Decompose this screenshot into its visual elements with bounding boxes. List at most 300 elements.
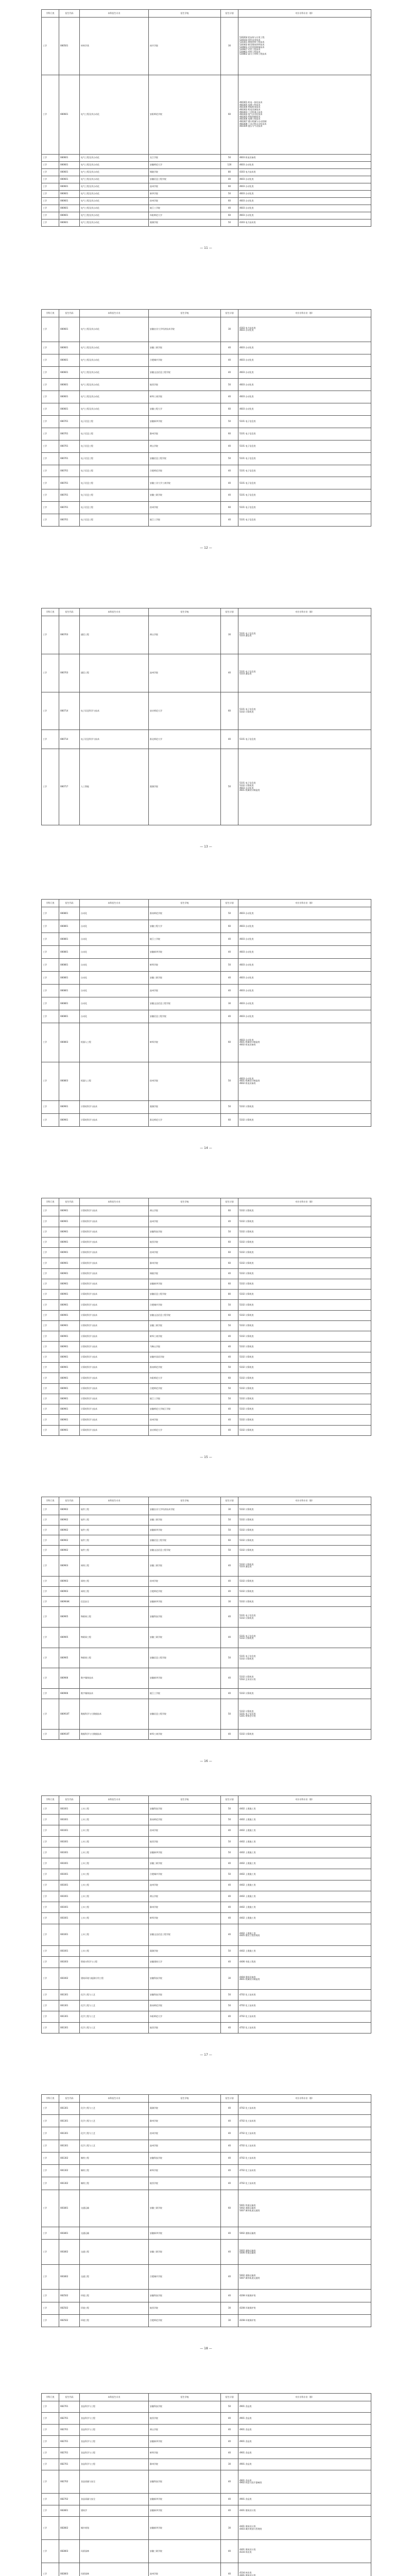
column-header: 招生代码	[59, 2095, 80, 2103]
table-cell: 080904K	[59, 1597, 80, 1607]
table-cell: 081001	[59, 1858, 80, 1869]
table-cell: 4603 自动化类	[238, 920, 371, 933]
table-cell: 安徽三联学院	[149, 972, 221, 985]
table-cell: 工学	[42, 1699, 59, 1729]
table-cell: 工学	[42, 2302, 59, 2314]
table-cell: 80	[221, 1290, 238, 1300]
table-cell: 4404 建筑设备类 4601 机械设计制造类	[238, 1968, 371, 1989]
table-cell: 080701	[59, 428, 80, 440]
table-row	[42, 155, 371, 162]
table-cell: 60	[221, 2190, 238, 2227]
table-row	[42, 1010, 371, 1023]
table-cell: 皖西学院	[149, 2177, 221, 2190]
table-cell: 080601	[59, 155, 80, 162]
table-cell: 计算机科学与技术	[80, 1394, 149, 1404]
table-row	[42, 198, 371, 205]
table-header-row	[42, 608, 371, 616]
table-cell: 工学	[42, 2505, 59, 2516]
table-row	[42, 1597, 371, 1607]
table-cell: 工学	[42, 1989, 59, 2000]
table-cell: 工学	[42, 1383, 59, 1394]
table-cell: 计算机科学与技术	[80, 1290, 149, 1300]
table-row	[42, 2413, 371, 2424]
table-cell: 080717	[59, 749, 80, 825]
table-cell: 交通运输	[80, 2227, 149, 2240]
table-cell: 工学	[42, 1362, 59, 1372]
table-cell: 软件工程	[80, 1535, 149, 1546]
table-cell: 080701	[59, 465, 80, 477]
table-cell: 60	[221, 920, 238, 933]
table-cell: 工学	[42, 183, 59, 191]
document-page	[0, 608, 412, 849]
table-cell: 080901	[59, 1320, 80, 1331]
table-row	[42, 1279, 371, 1289]
table-cell: 皖江工学院	[149, 514, 221, 527]
table-cell: 通信工程	[80, 616, 149, 654]
table-cell: 宿州学院	[149, 1415, 221, 1425]
table-cell: 工学	[42, 1062, 59, 1100]
table-cell: 计算机科学与技术	[80, 1258, 149, 1268]
table-cell: 土木工程	[80, 1924, 149, 1945]
table-row	[42, 2563, 371, 2576]
table-cell: 物联网工程	[80, 1627, 149, 1648]
table-cell: 5101 电子信息类	[238, 416, 371, 428]
table-cell: 食品科学与工程	[80, 2413, 149, 2424]
table-cell: 宿州学院	[149, 198, 221, 205]
table-cell: 蚌埠工商学院	[149, 391, 221, 403]
table-cell: 30	[221, 2302, 238, 2314]
table-cell: 60	[221, 212, 238, 219]
table-cell: 60	[221, 1023, 238, 1062]
table-cell: 安徽三联学院	[149, 1556, 221, 1577]
table-cell: 工学	[42, 1258, 59, 1268]
table-cell: 电气工程及其自动化	[80, 155, 149, 162]
table-cell: 080901	[59, 1342, 80, 1352]
table-row	[42, 2459, 371, 2470]
table-cell: 4208 环境保护类	[238, 2314, 371, 2327]
table-cell: 土木工程	[80, 1902, 149, 1913]
table-cell: 安徽师范大学	[149, 162, 221, 169]
table-cell: 60	[221, 502, 238, 514]
table-cell: 工学	[42, 1648, 59, 1668]
table-cell: 自动化	[80, 907, 149, 920]
table-cell: 长江学院	[149, 155, 221, 162]
table-cell: 化学工程与工艺	[80, 2103, 149, 2115]
table-cell: 安徽新华学院	[149, 1847, 221, 1858]
table-cell: 081801	[59, 2227, 80, 2240]
table-cell: 40	[221, 2264, 238, 2289]
page-number: — 17 —	[200, 2053, 212, 2057]
table-cell: 4603 机电设备类	[238, 155, 371, 162]
table-cell: 4402 土建施工类	[238, 1858, 371, 1869]
table-cell: 080901	[59, 1100, 80, 1113]
table-row	[42, 379, 371, 391]
table-cell: 60	[221, 428, 238, 440]
table-cell: 电气工程及其自动化	[80, 162, 149, 169]
table-cell: 40	[221, 1556, 238, 1577]
table-row	[42, 2227, 371, 2240]
table-cell: 080902	[59, 1515, 80, 1525]
table-cell: 滁州学院	[149, 1258, 221, 1268]
column-header: 对应专科专业（群）	[238, 310, 371, 317]
table-cell: 40	[221, 2290, 238, 2302]
table-cell: 巢湖学院	[149, 219, 221, 227]
table-cell: 4603 自动化类 4601 机械设计制造类 4602 机电设备类	[238, 1062, 371, 1100]
table-cell: 50	[221, 1300, 238, 1310]
table-row	[42, 1515, 371, 1525]
table-row	[42, 477, 371, 489]
table-row	[42, 2103, 371, 2115]
table-header-row	[42, 1796, 371, 1804]
table-cell: 082502	[59, 2290, 80, 2302]
table-cell: 机器人工程	[80, 1023, 149, 1062]
table-cell: 30	[221, 2517, 238, 2540]
table-cell: 工学	[42, 1373, 59, 1383]
table-cell: 30	[221, 1968, 238, 1989]
table-cell: 淮北师范大学	[149, 1113, 221, 1126]
table-row	[42, 654, 371, 692]
table-row	[42, 1648, 371, 1668]
table-cell: 阜阳师范大学	[149, 2011, 221, 2022]
table-row	[42, 616, 371, 654]
table-cell: 40	[221, 2424, 238, 2435]
table-row	[42, 2127, 371, 2140]
table-cell: 自动化	[80, 946, 149, 959]
table-cell: 安徽科技学院	[149, 1607, 221, 1628]
table-row	[42, 2314, 371, 2327]
table-cell: 4603 自动化类	[238, 907, 371, 920]
table-cell: 30	[221, 997, 238, 1010]
table-cell: 工学	[42, 997, 59, 1010]
table-cell: 40	[221, 176, 238, 183]
table-cell: 工学	[42, 1556, 59, 1577]
table-cell: 5102 计算机类	[238, 1404, 371, 1415]
table-cell: 40	[221, 1913, 238, 1924]
table-cell: 40	[221, 2494, 238, 2505]
column-header: 本科招生专业	[80, 608, 149, 616]
table-row	[42, 1248, 371, 1258]
table-cell: 安徽科技学院	[149, 2290, 221, 2302]
table-cell: 080703	[59, 654, 80, 692]
table-cell: 30	[221, 1597, 238, 1607]
table-cell: 安徽农业大学经济技术学院	[149, 317, 221, 342]
column-header: 招生计划	[221, 900, 238, 907]
table-cell: 工学	[42, 502, 59, 514]
table-cell: 滁州学院	[149, 2459, 221, 2470]
table-cell: 巢湖学院	[149, 1100, 221, 1113]
table-cell: 60	[221, 1258, 238, 1268]
table-cell: 计算机科学与技术	[80, 1113, 149, 1126]
table-row	[42, 1546, 371, 1556]
table-cell: 化学工程与工艺	[80, 2127, 149, 2140]
table-cell: 工学	[42, 1869, 59, 1880]
table-row	[42, 1023, 371, 1062]
column-header: 招生计划	[221, 1796, 238, 1804]
table-cell: 40	[221, 1576, 238, 1586]
table-cell: 工学	[42, 1352, 59, 1362]
table-row	[42, 1869, 371, 1880]
table-cell: 50	[221, 155, 238, 162]
column-header: 招生代码	[59, 900, 80, 907]
table-cell: 081301	[59, 2115, 80, 2127]
table-cell: 电子信息科学与技术	[80, 730, 149, 749]
table-cell: 合肥城市学院	[149, 1300, 221, 1310]
table-cell: 5101 电子信息类 5103 通信类	[238, 616, 371, 654]
table-cell: 电气工程及其自动化	[80, 354, 149, 366]
table-cell: 工学	[42, 1279, 59, 1289]
table-cell: 080901	[59, 1206, 80, 1216]
table-cell: 080903	[59, 1576, 80, 1586]
table-cell: 池州学院	[149, 654, 221, 692]
table-cell: 工学	[42, 2011, 59, 2022]
table-cell: 4208 环境保护类	[238, 2302, 371, 2314]
enrollment-table	[41, 1497, 371, 1740]
table-cell: 工学	[42, 1847, 59, 1858]
table-cell: 080601	[59, 342, 80, 354]
table-row	[42, 997, 371, 1010]
table-cell: 5101 电子信息类	[238, 730, 371, 749]
table-cell: 合肥师范学院	[149, 1586, 221, 1597]
table-cell: 080801	[59, 997, 80, 1010]
table-cell: 工学	[42, 1668, 59, 1689]
table-cell: 土木工程	[80, 1804, 149, 1815]
table-cell: 工学	[42, 1342, 59, 1352]
table-cell: 4702 化工技术类	[238, 2152, 371, 2164]
table-cell: 120	[221, 162, 238, 169]
table-cell: 安徽新华学院	[149, 2436, 221, 2447]
table-cell: 5101 电子信息类 5103 通信类	[238, 654, 371, 692]
table-row	[42, 342, 371, 354]
table-cell: 淮南师范学院	[149, 1815, 221, 1825]
table-cell: 阜阳师范大学	[149, 1373, 221, 1383]
table-row	[42, 1352, 371, 1362]
table-cell: 080601	[59, 75, 80, 155]
table-cell: 082802	[59, 2517, 80, 2540]
table-cell: 5102 计算机类	[238, 1258, 371, 1268]
table-cell: 080701	[59, 416, 80, 428]
table-row	[42, 972, 371, 985]
table-row	[42, 502, 371, 514]
table-cell: 081001	[59, 1880, 80, 1891]
table-cell: 50	[221, 1869, 238, 1880]
table-cell: 40	[221, 1924, 238, 1945]
table-cell: 食品科学与工程	[80, 2447, 149, 2459]
table-cell: 网络工程	[80, 1556, 149, 1577]
table-cell: 合肥师范学院	[149, 2314, 221, 2327]
table-cell: 40	[221, 1607, 238, 1628]
table-cell: 合肥城市学院	[149, 2264, 221, 2289]
table-cell: 60	[221, 1248, 238, 1258]
table-row	[42, 1525, 371, 1535]
table-cell: 081802	[59, 2240, 80, 2264]
table-cell: 080801	[59, 933, 80, 946]
column-header: 招生代码	[59, 608, 80, 616]
table-cell: 40	[221, 1730, 238, 1740]
table-cell: 40	[221, 1957, 238, 1968]
table-row	[42, 1891, 371, 1902]
table-cell: 080703	[59, 616, 80, 654]
table-cell: 土木工程	[80, 1913, 149, 1924]
table-cell: 50	[221, 452, 238, 465]
table-cell: 080801	[59, 920, 80, 933]
table-cell: 安徽文达信息工程学院	[149, 997, 221, 1010]
column-header: 招生学校	[149, 1198, 221, 1206]
table-cell: 5102 计算机类	[238, 1300, 371, 1310]
table-row	[42, 1730, 371, 1740]
table-cell: 081301	[59, 2001, 80, 2011]
table-cell: 计算机科学与技术	[80, 1227, 149, 1237]
table-cell: 工学	[42, 403, 59, 416]
table-cell: 40	[221, 946, 238, 959]
table-cell: 4702 化工技术类	[238, 1989, 371, 2000]
column-header: 对应专科专业（群）	[238, 1497, 371, 1505]
table-row	[42, 1258, 371, 1268]
table-row	[42, 1100, 371, 1113]
table-cell: 工学	[42, 1300, 59, 1310]
table-cell: 40	[221, 730, 238, 749]
table-cell: 5101 电子信息类	[238, 489, 371, 502]
table-row	[42, 1310, 371, 1320]
table-cell: 工学	[42, 2165, 59, 2177]
table-cell: 建筑学	[80, 2505, 149, 2516]
table-row	[42, 1300, 371, 1310]
table-cell: 安徽新华学院	[149, 946, 221, 959]
table-cell: 安徽三联学院	[149, 1627, 221, 1648]
table-cell: 080701	[59, 452, 80, 465]
table-cell: 5102 计算机类	[238, 1331, 371, 1342]
column-header: 招生学校	[149, 2394, 221, 2401]
table-cell: 082702	[59, 2494, 80, 2505]
column-header: 学科门类	[42, 310, 59, 317]
table-cell: 080601	[59, 212, 80, 219]
table-cell: 080601	[59, 366, 80, 379]
table-cell: 工学	[42, 1815, 59, 1825]
table-cell: 风景园林	[80, 2563, 149, 2576]
table-cell: 工学	[42, 749, 59, 825]
table-row	[42, 2539, 371, 2563]
table-cell: 5102 计算机类 5101 电子信息类 5301 财务会计类	[238, 1699, 371, 1729]
table-cell: 城乡规划	[80, 2517, 149, 2540]
table-cell: 082803	[59, 2539, 80, 2563]
table-row	[42, 465, 371, 477]
table-cell: 080910T	[59, 1730, 80, 1740]
table-row	[42, 1946, 371, 1957]
table-cell: 皖江工学院	[149, 205, 221, 212]
table-cell: 工学	[42, 2517, 59, 2540]
table-cell: 自动化	[80, 933, 149, 946]
table-cell: 4603 自动化类 4601 机械设计制造类 4602 机电设备类	[238, 1023, 371, 1062]
table-cell: 080801	[59, 972, 80, 985]
table-cell: 4603 自动化类	[238, 198, 371, 205]
table-cell: 5101 电子信息类	[238, 440, 371, 452]
table-cell: 数据科学与大数据技术	[80, 1699, 149, 1729]
table-cell: 工学	[42, 1505, 59, 1515]
table-row	[42, 2424, 371, 2435]
table-cell: 5101 电子信息类	[238, 428, 371, 440]
table-cell: 安徽新华学院	[149, 2494, 221, 2505]
table-cell: 50	[221, 1383, 238, 1394]
table-cell: 合肥师范学院	[149, 1383, 221, 1394]
table-cell: 4402 土建施工类	[238, 1825, 371, 1836]
table-cell: 工学	[42, 1597, 59, 1607]
table-cell: 40	[221, 1216, 238, 1227]
table-cell: 080901	[59, 1331, 80, 1342]
table-cell: 黄山学院	[149, 1891, 221, 1902]
table-cell: 4603 自动化类	[238, 379, 371, 391]
table-cell: 工学	[42, 1836, 59, 1847]
table-cell: 5102 计算机类	[238, 1342, 371, 1352]
table-cell: 5102 计算机类	[238, 1425, 371, 1435]
table-cell: 30	[221, 317, 238, 342]
table-row	[42, 1913, 371, 1924]
table-cell: 4702 化工技术类	[238, 2177, 371, 2190]
table-cell: 4303 电力技术类 4603 自动化类	[238, 317, 371, 342]
table-cell: 080901	[59, 1258, 80, 1268]
table-row	[42, 514, 371, 527]
table-row	[42, 1989, 371, 2000]
table-cell: 4402 土建施工类 4405 建设工程管理类	[238, 1924, 371, 1945]
table-cell: 土木工程	[80, 1836, 149, 1847]
table-cell: 4603 自动化类	[238, 946, 371, 959]
table-cell: 50	[221, 1394, 238, 1404]
table-cell: 工学	[42, 428, 59, 440]
table-cell: 080701	[59, 489, 80, 502]
table-cell: 30	[221, 2314, 238, 2327]
table-cell: 计算机科学与技术	[80, 1383, 149, 1394]
table-row	[42, 749, 371, 825]
enrollment-table	[41, 2393, 371, 2576]
table-cell: 4603 自动化类	[238, 997, 371, 1010]
table-cell: 5101 电子信息类 5102 计算机类	[238, 1627, 371, 1648]
table-cell: 安徽科技学院	[149, 2470, 221, 2494]
table-cell: 巢湖学院	[149, 1946, 221, 1957]
table-cell: 工学	[42, 1957, 59, 1968]
table-cell: 080901	[59, 1216, 80, 1227]
table-cell: 50	[221, 1946, 238, 1957]
table-cell: 安徽科技学院	[149, 1804, 221, 1815]
table-cell: 4702 化工技术类	[238, 2011, 371, 2022]
table-cell: 工学	[42, 342, 59, 354]
table-cell: 50	[221, 1320, 238, 1331]
table-cell: 5101 电子信息类	[238, 477, 371, 489]
table-cell: 宿州学院	[149, 502, 221, 514]
table-cell: 5002 道路运输类	[238, 2227, 371, 2240]
document-page	[0, 899, 412, 1150]
table-cell: 安徽科技学院	[149, 2152, 221, 2164]
table-cell: 网络工程	[80, 1576, 149, 1586]
table-cell: 电子信息工程	[80, 489, 149, 502]
table-cell: 计算机科学与技术	[80, 1373, 149, 1383]
table-cell: 4702 化工技术类	[238, 2140, 371, 2152]
table-cell: 食品科学与工程	[80, 2459, 149, 2470]
table-cell: 电气工程及其自动化	[80, 391, 149, 403]
table-cell: 080901	[59, 1310, 80, 1320]
enrollment-table	[41, 608, 371, 825]
table-cell: 080910T	[59, 1699, 80, 1729]
table-cell: 电子信息工程	[80, 416, 149, 428]
table-cell: 080601	[59, 317, 80, 342]
table-cell: 淮北师范大学	[149, 730, 221, 749]
table-cell: 工学	[42, 1880, 59, 1891]
table-cell: 080902	[59, 1535, 80, 1546]
table-cell: 安徽三联学院	[149, 489, 221, 502]
table-cell: 4402 土建施工类	[238, 1869, 371, 1880]
table-cell: 工学	[42, 379, 59, 391]
table-cell: 5001 铁道运输类 5002 道路运输类 5007 城市轨道交通类	[238, 2190, 371, 2227]
table-cell: 自动化	[80, 997, 149, 1010]
column-header: 对应专科专业（群）	[238, 608, 371, 616]
table-row	[42, 1556, 371, 1577]
